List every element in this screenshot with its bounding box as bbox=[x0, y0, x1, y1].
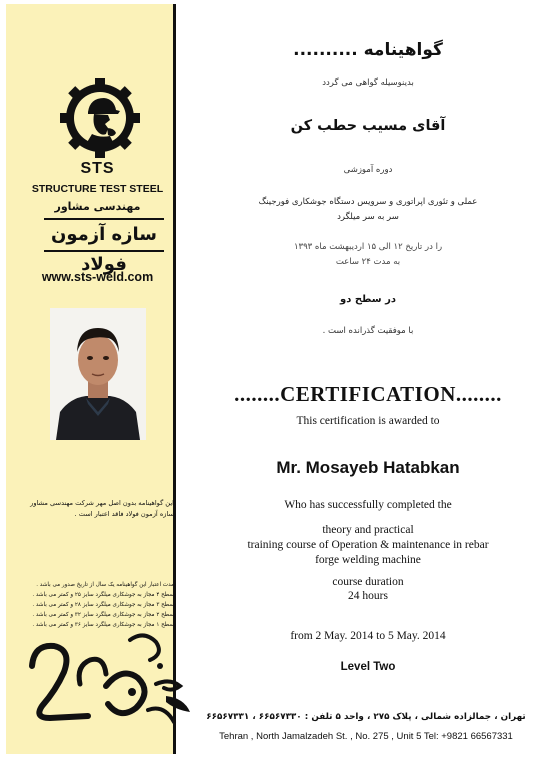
brand-persian-name: سازه آزمون فولاد bbox=[44, 218, 164, 252]
persian-course-line: سر به سر میلگرد bbox=[337, 212, 399, 222]
course-dates: from 2 May. 2014 to 5 May. 2014 bbox=[290, 630, 446, 642]
duration-value: 24 hours bbox=[348, 590, 388, 602]
persian-date-line: را در تاریخ ۱۲ الی ۱۵ اردیبهشت ماه ۱۳۹۳ bbox=[293, 242, 443, 252]
completion-line: Who has successfully completed the bbox=[284, 499, 452, 511]
footer-address-persian: تهران ، جمالزاده شمالی ، پلاک ۲۷۵ ، واحد ۵ تلفن : ۶۶۵۶۷۳۳۰ ، ۶۶۵۶۷۳۳۱ bbox=[206, 712, 526, 722]
calligraphic-ornament-icon bbox=[24, 626, 194, 736]
course-line: training course of Operation & maintenance in rebar bbox=[247, 539, 489, 551]
level-label: Level Two bbox=[340, 661, 396, 673]
validity-note: سطح ۲ مجاز به جوشکاری میلگرد سایز ۳۲ و کمتر می باشد . bbox=[32, 612, 174, 618]
validity-note: سطح ۳ مجاز به جوشکاری میلگرد سایز ۲۸ و کمتر می باشد . bbox=[32, 602, 174, 608]
persian-level: در سطح دو bbox=[340, 294, 396, 305]
duration-label: course duration bbox=[332, 576, 404, 588]
website-link[interactable]: www.sts-weld.com bbox=[41, 270, 154, 284]
brand-abbreviation: STS bbox=[80, 160, 115, 177]
validity-note: سطح ۴ مجاز به جوشکاری میلگرد سایز ۲۵ و کمتر می باشد . bbox=[32, 592, 174, 598]
persian-course-line: عملی و تئوری اپراتوری و سرویس دستگاه جوشکاری فورجینگ bbox=[258, 197, 478, 207]
persian-title: گواهینامه .......... bbox=[293, 40, 443, 60]
persian-recipient-name: آقای مسیب حطب کن bbox=[290, 118, 446, 134]
course-line: theory and practical bbox=[322, 524, 414, 536]
persian-subtitle: بدینوسیله گواهی می گردد bbox=[322, 78, 414, 88]
persian-success-line: با موفقیت گذرانده است . bbox=[322, 326, 414, 336]
brand-full-name: STRUCTURE TEST STEEL bbox=[31, 183, 164, 195]
sherlock-gear-logo-icon bbox=[58, 76, 142, 160]
persian-duration-line: به مدت ۲۴ ساعت bbox=[335, 257, 401, 267]
certification-subtitle: This certification is awarded to bbox=[296, 415, 440, 427]
course-line: forge welding machine bbox=[315, 554, 421, 566]
holder-photo bbox=[50, 308, 146, 440]
seal-note: این گواهینامه بدون اصل مهر شرکت مهندسی مشاور سازه آزمون فولاد فاقد اعتبار است . bbox=[30, 499, 174, 518]
validity-note: سطح ۱ مجاز به جوشکاری میلگرد سایز ۳۶ و کمتر می باشد . bbox=[32, 622, 174, 628]
brand-persian-subtitle: مهندسی مشاور bbox=[54, 200, 141, 213]
sidebar-panel bbox=[6, 4, 176, 754]
persian-course-label: دوره آموزشی bbox=[343, 165, 393, 175]
validity-notes bbox=[18, 580, 174, 630]
validity-note: مدت اعتبار این گواهینامه یک سال از تاریخ صدور می باشد . bbox=[36, 582, 174, 588]
recipient-name: Mr. Mosayeb Hatabkan bbox=[276, 458, 460, 477]
certification-title: ........CERTIFICATION........ bbox=[234, 382, 502, 406]
footer-address-english: Tehran , North Jamalzadeh St. , No. 275 , Unit 5 Tel: +9821 66567331 bbox=[219, 731, 513, 742]
